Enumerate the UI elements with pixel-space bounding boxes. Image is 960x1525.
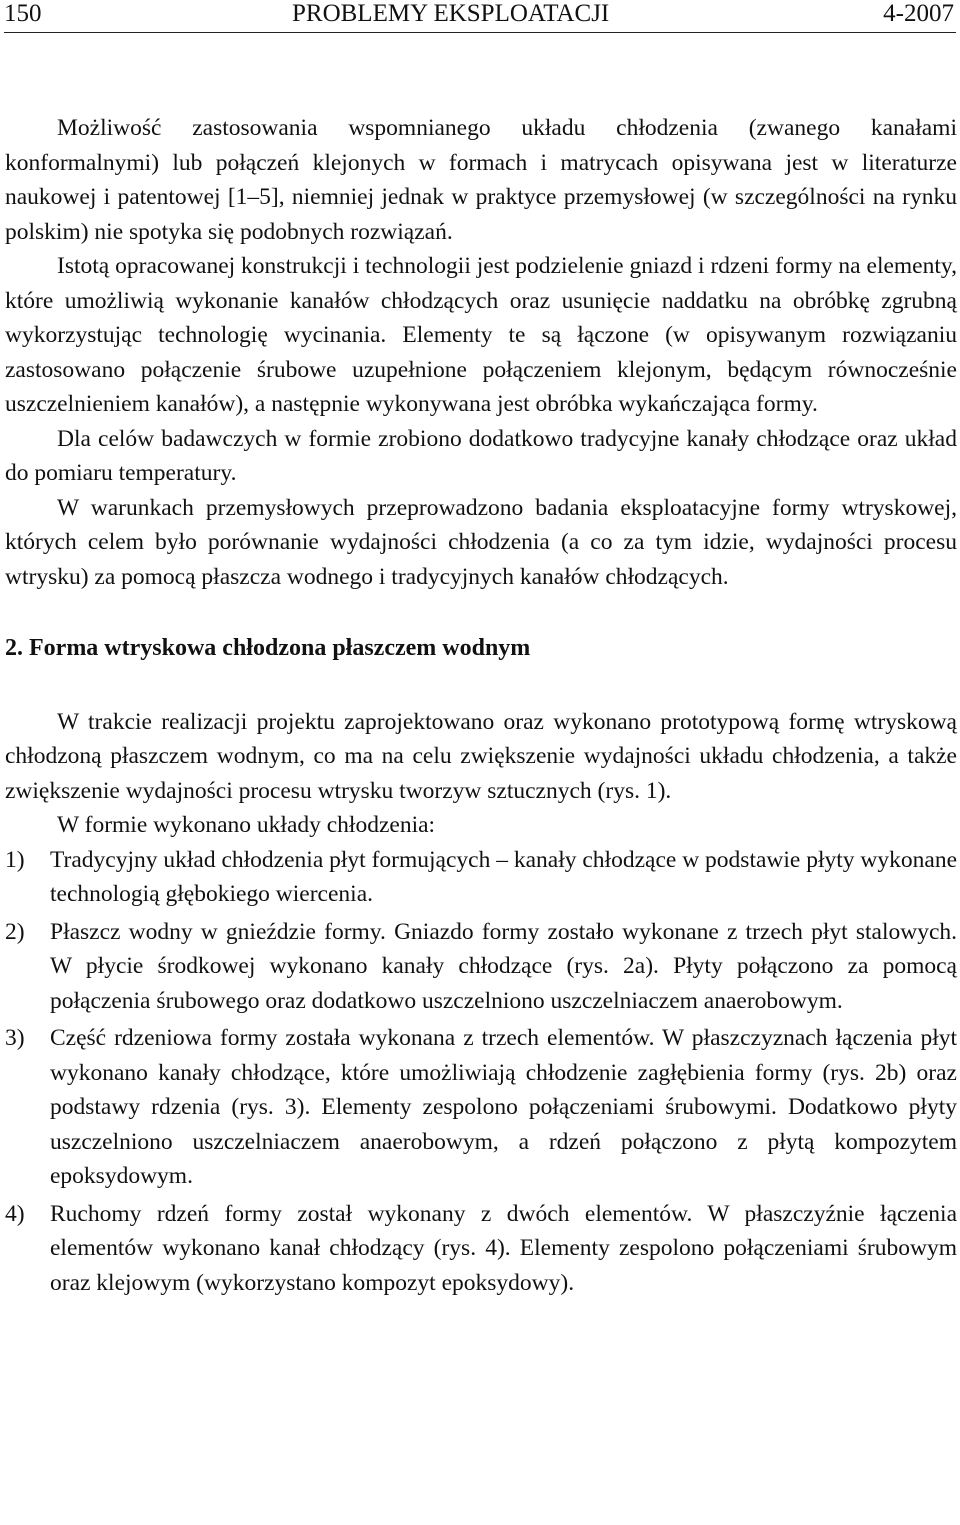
- paragraph: Możliwość zastosowania wspomnianego układu chłodzenia (zwanego kanałami konformalnymi) lub połączeń klejonych w formach i matrycach opisywana jest w literaturze naukowej i patentowej [1–5], niemniej jednak w praktyce przemysłowej (w szczególności na rynku polskim) nie spotyka się podobnych rozwiązań.: [5, 115, 957, 245]
- page-body: [5, 111, 957, 1303]
- page-number: 150: [4, 0, 42, 27]
- running-header: [4, 0, 956, 33]
- issue-label: 4-2007: [883, 0, 954, 27]
- list-item: [5, 1021, 957, 1194]
- list-item-number: 1): [5, 846, 25, 873]
- section-heading: 2. Forma wtryskowa chłodzona płaszczem wodnym: [5, 635, 531, 661]
- list-item-text: Część rdzeniowa formy została wykonana z trzech elementów. W płaszczyznach łączenia płyt wykonano kanały chłodzące, które umożliwiają chłodzenie zagłębienia formy (rys. 2b) oraz podstawy rdzenia (rys. 3). Elementy zespolono połączeniami śrubowymi. Dodatkowo płyty uszczelniono uszczelniaczem anaerobowym, a rdzeń połączono z płytą kompozytem epoksydowym.: [50, 1025, 957, 1189]
- list-item-text: Płaszcz wodny w gnieździe formy. Gniazdo formy zostało wykonane z trzech płyt stalowych. W płycie środkowej wykonano kanały chłodzące (rys. 2a). Płyty połączono za pomocą połączenia śrubowego oraz dodatkowo uszczelniono uszczelniaczem anaerobowym.: [50, 918, 957, 1014]
- paragraph: Dla celów badawczych w formie zrobiono dodatkowo tradycyjne kanały chłodzące oraz układ do pomiaru temperatury.: [5, 425, 957, 486]
- journal-title: PROBLEMY EKSPLOATACJI: [292, 0, 610, 27]
- list-item: [5, 843, 957, 912]
- cooling-systems-list: [5, 843, 957, 1301]
- list-item-text: Ruchomy rdzeń formy został wykonany z dwóch elementów. W płaszczyźnie łączenia elementów wykonano kanał chłodzący (rys. 4). Elementy zespolono połączeniami śrubowym oraz klejowym (wykorzystano kompozyt epoksydowy).: [50, 1200, 957, 1296]
- paragraph: W trakcie realizacji projektu zaprojektowano oraz wykonano prototypową formę wtryskową chłodzoną płaszczem wodnym, co ma na celu zwiększenie wydajności układu chłodzenia, a także zwiększenie wydajności procesu wtrysku tworzyw sztucznych (rys. 1).: [5, 708, 957, 804]
- list-item: [5, 1197, 957, 1301]
- paragraph: Istotą opracowanej konstrukcji i technologii jest podzielenie gniazd i rdzeni formy na elementy, które umożliwią wykonanie kanałów chłodzących oraz usunięcie naddatku na obróbkę zgrubną wykorzystując technologię wycinania. Elementy te są łączone (w opisywanym rozwiązaniu zastosowano połączenie śrubowe uzupełnione połączeniem klejonym, będącym równocześnie uszczelnieniem kanałów), a następnie wykonywana jest obróbka wykańczająca formy.: [5, 253, 957, 417]
- list-item: [5, 915, 957, 1019]
- list-item-number: 4): [5, 1200, 25, 1227]
- list-item-number: 3): [5, 1025, 25, 1051]
- list-item-text: Tradycyjny układ chłodzenia płyt formujących – kanały chłodzące w podstawie płyty wykonane technologią głębokiego wiercenia.: [50, 846, 957, 907]
- paragraph: W warunkach przemysłowych przeprowadzono badania eksploatacyjne formy wtryskowej, których celem było porównanie wydajności chłodzenia (a co za tym idzie, wydajności procesu wtrysku) za pomocą płaszcza wodnego i tradycyjnych kanałów chłodzących.: [5, 494, 957, 590]
- list-item-number: 2): [5, 918, 25, 945]
- paragraph: W formie wykonano układy chłodzenia:: [57, 812, 436, 838]
